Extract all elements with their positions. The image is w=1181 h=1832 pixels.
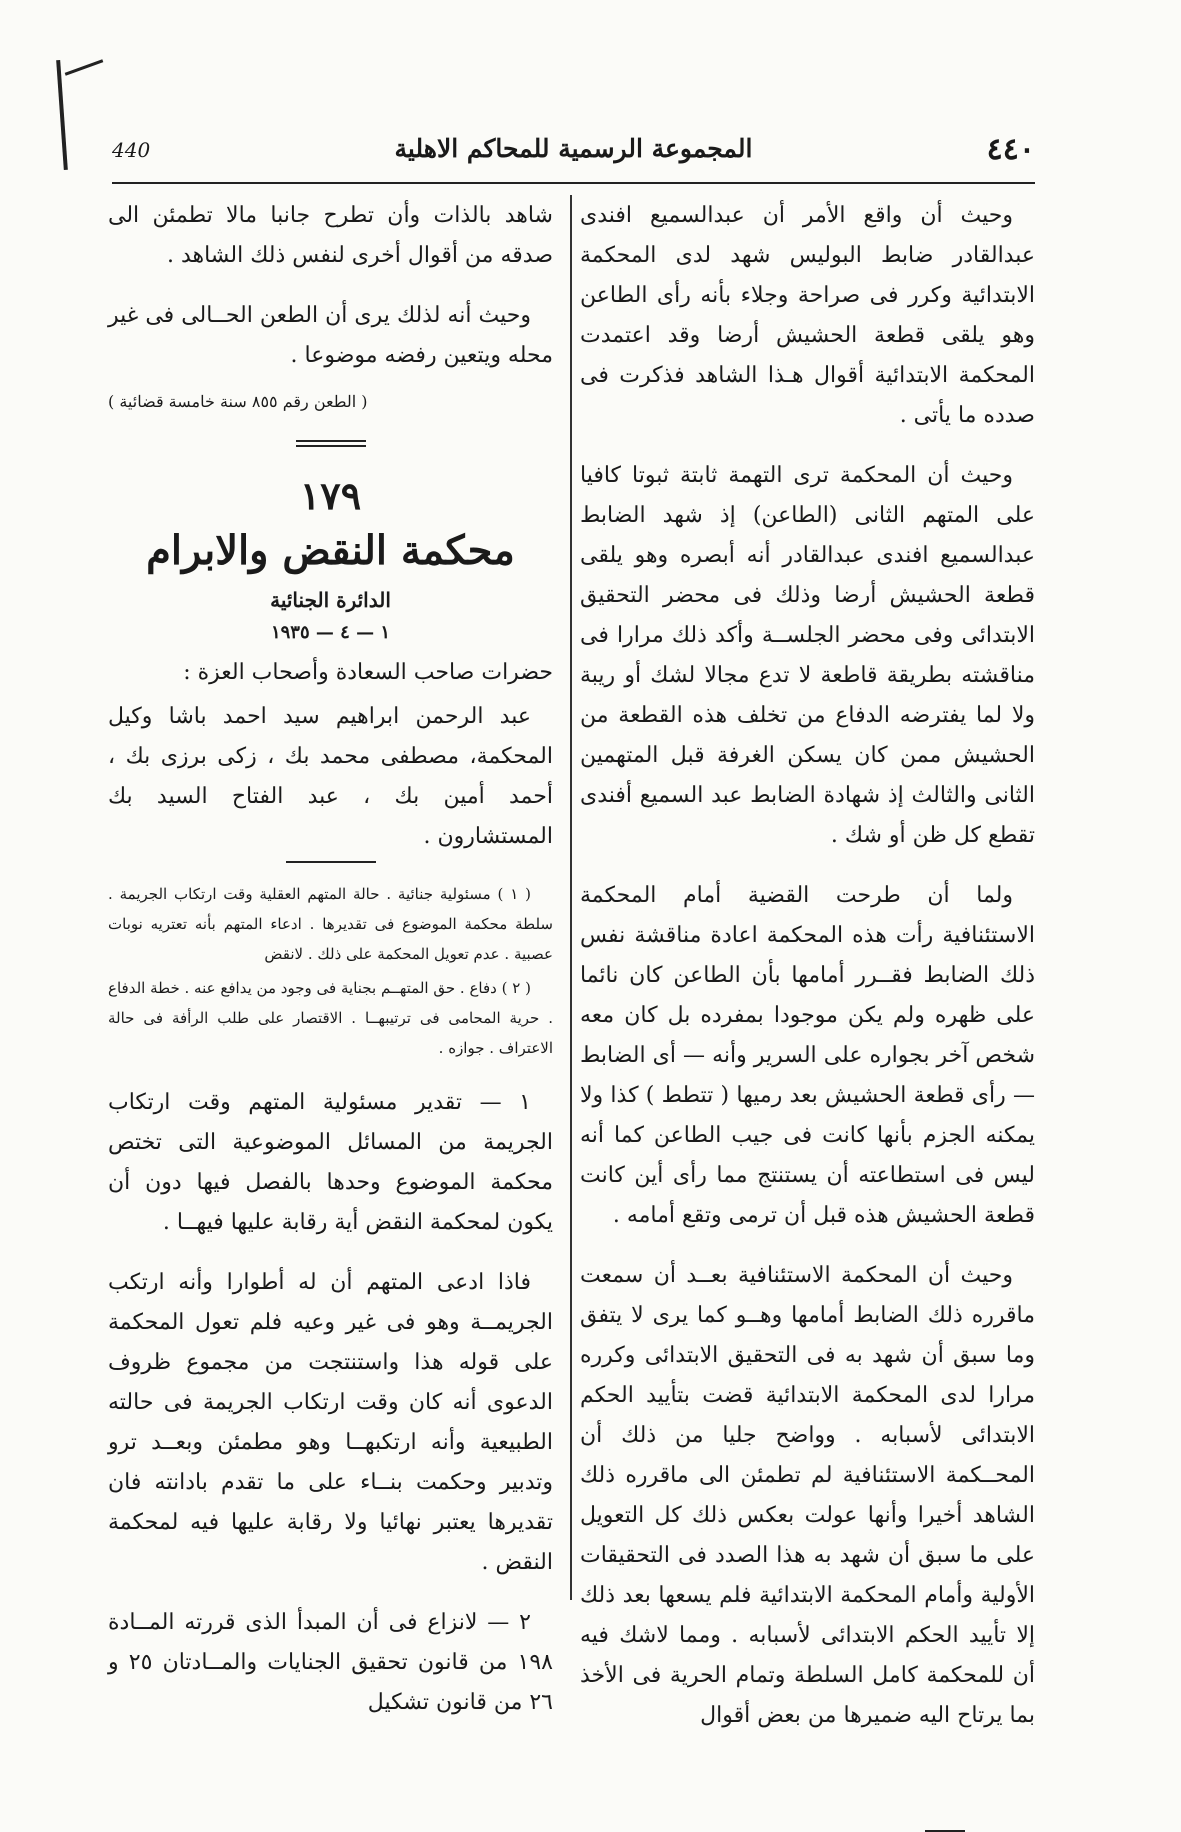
paragraph: ١ — تقدير مسئولية المتهم وقت ارتكاب الجريمة من المسائل الموضوعية التى تختص محكمة الموضوع وحدها بالفصل فيها دون أن يكون لمحكمة النقض أية رقابة عليها فيهــا . [108,1090,553,1235]
paragraph: فاذا ادعى المتهم أن له أطوارا وأنه ارتكب الجريمــة وهو فى غير وعيه فلم تعول المحكمة على قوله هذا واستنتجت من مجموع ظروف الدعوى أنه كان وقت ارتكاب الجريمة فى حالته الطبيعية وأنه ارتكبهــا وهو مطمئن وبعــد ترو وتدبير وحكمت بنــاء على ما تقدم بادانته فان تقديرها يعتبر نهائيا ولا رقابة عليها فيه لمحكمة النقض . [108,1270,553,1575]
paragraph: وحيث أن المحكمة ترى التهمة ثابتة ثبوتا كافيا على المتهم الثانى (الطاعن) إذ شهد الضابط عبدالسميع افندى عبدالقادر أنه أبصره وهو يلقى قطعة الحشيش أرضا وذلك فى محضر التحقيق الابتدائى وفى محضر الجلســة وأكد ذلك مرارا فى مناقشته بطريقة قاطعة لا تدع مجالا لشك أو ريبة ولا لما يفترضه الدفاع من تخلف هذه القطعة من الحشيش ممن كان يسكن الغرفة قبل المتهمين الثانى والثالث إذ شهادة الضابط عبد السميع أفندى تقطع كل ظن أو شك . [580,463,1035,848]
scan-margin-mark [56,60,68,170]
headnote: ( ٢ ) دفاع . حق المتهــم بجناية فى وجود من يدافع عنه . خطة الدفاع . حرية المحامى فى ترتيبهــا . الاقتصار على طلب الرأفة فى حالة الاعتراف . جوازه . [108,979,553,1057]
paragraph: ٢ — لانزاع فى أن المبدأ الذى قررته المــادة ١٩٨ من قانون تحقيق الجنايات والمــادتان ٢٥ و ٢٦ من قانون تشكيل [108,1610,553,1715]
page-header [112,132,1035,172]
paragraph: ولما أن طرحت القضية أمام المحكمة الاستئنافية رأت هذه المحكمة اعادة مناقشة نفس ذلك الضابط فقــرر أمامها بأن الطاعن كان نائما على ظهره ولم يكن موجودا بمفرده بل كان معه شخص آخر بجواره على السرير وأنه — أى الضابط — رأى قطعة الحشيش بعد رميها ( تتطط ) كذا ولا يمكنه الجزم بأنها كانت فى جيب الطاعن كما أنه ليس فى استطاعته أن يستنتج مما رأى أين كانت قطعة الحشيش هذه قبل أن ترمى وتقع أمامه . [580,883,1035,1228]
page-number-arabic: ٤٤٠ [986,132,1035,167]
case-citation: ( الطعن رقم ٨٥٥ سنة خامسة قضائية ) [108,392,368,411]
headnote-separator [286,861,376,863]
page-number-latin: 440 [112,138,151,162]
case-number: ١٧٩ [299,473,362,518]
circuit-name: الدائرة الجنائية [270,588,391,612]
judgment-date: ١ — ٤ — ١٩٣٥ [270,622,391,643]
headnote: ( ١ ) مسئولية جنائية . حالة المتهم العقلية وقت ارتكاب الجريمة . سلطة محكمة الموضوع فى تقديرها . ادعاء المتهم بأنه تعتريه نوبات عصبية . عدم تعويل المحكمة على ذلك . لانقض [108,885,553,963]
left-column [108,196,553,1743]
header-rule [112,182,1035,184]
right-column [580,196,1035,1756]
headnotes [108,879,553,1063]
section-separator [296,440,366,447]
bench-heading: حضرات صاحب السعادة وأصحاب العزة : [183,660,553,685]
column-divider [570,195,572,1600]
scan-margin-mark-curl [65,59,104,75]
paragraph: وحيث أنه لذلك يرى أن الطعن الحــالى فى غير محله ويتعين رفضه موضوعا . [108,303,553,368]
court-name: محكمة النقض والابرام [146,527,515,574]
paragraph: وحيث أن واقع الأمر أن عبدالسميع افندى عبدالقادر ضابط البوليس شهد لدى المحكمة الابتدائية وكرر فى صراحة وجلاء بأنه رأى الطاعن وهو يلقى قطعة الحشيش أرضا وقد اعتمدت المحكمة الابتدائية أقوال هـذا الشاهد فذكرت فى صدده ما يأتى . [580,203,1035,428]
bench-members: عبد الرحمن ابراهيم سيد احمد باشا وكيل المحكمة، مصطفى محمد بك ، زكى برزى بك ، أحمد أمين بك ، عبد الفتاح السيد بك المستشارون . [108,704,553,849]
running-title: المجموعة الرسمية للمحاكم الاهلية [394,134,753,163]
paragraph: شاهد بالذات وأن تطرح جانبا مالا تطمئن الى صدقه من أقوال أخرى لنفس ذلك الشاهد . [108,203,553,268]
paragraph: وحيث أن المحكمة الاستئنافية بعــد أن سمعت ماقرره ذلك الضابط أمامها وهــو كما يرى لا يتفق وما سبق أن شهد به فى التحقيق الابتدائى وكرره مرارا لدى المحكمة الابتدائية قضت بتأييد الحكم الابتدائى لأسبابه . وواضح جليا من ذلك أن المحــكمة الاستئنافية لم تطمئن الى ماقرره ذلك الشاهد أخيرا وأنها عولت بعكس ذلك كل التعويل على ما سبق أن شهد به هذا الصدد فى التحقيقات الأولية وأمام المحكمة الابتدائية فلم يسعها بعد ذلك إلا تأييد الحكم الابتدائى لأسبابه . ومما لاشك فيه أن للمحكمة كامل السلطة وتمام الحرية فى الأخذ بما يرتاح اليه ضميرها من بعض أقوال [580,1263,1035,1728]
